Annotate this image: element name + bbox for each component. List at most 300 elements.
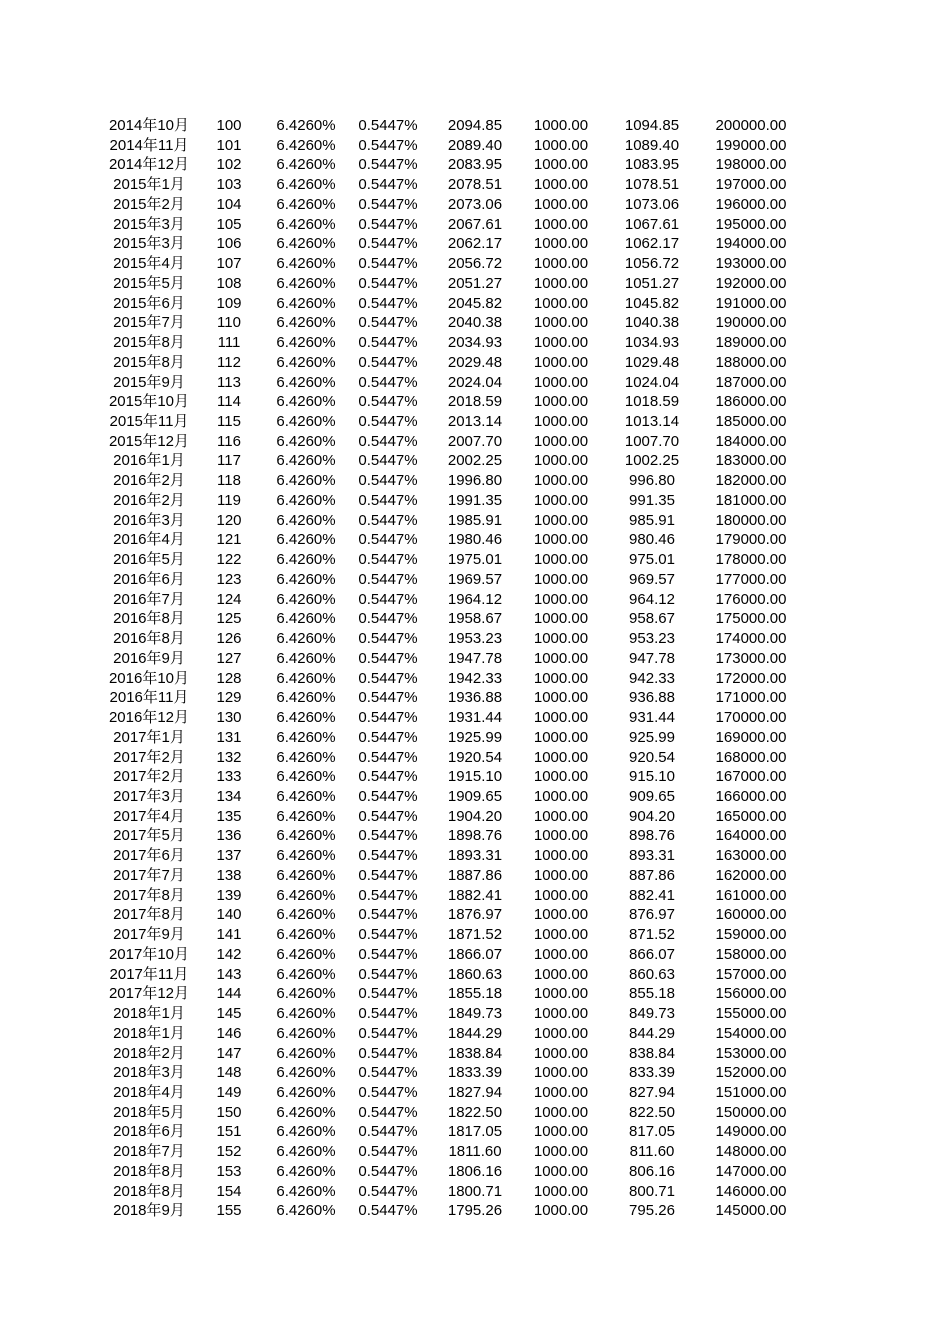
balance-cell: 158000.00 [715,945,787,963]
balance-cell: 173000.00 [715,649,787,667]
table-row [100,787,800,807]
period-cell: 116 [217,432,241,450]
table-row [100,136,800,156]
payment-cell: 1931.44 [447,709,503,727]
payment-cell: 1806.16 [447,1162,503,1180]
monthly-rate-cell: 0.5447% [358,314,418,332]
principal-cell: 1000.00 [533,215,589,233]
monthly-rate-cell: 0.5447% [358,255,418,273]
principal-cell: 1000.00 [533,274,589,292]
balance-cell: 180000.00 [715,511,787,529]
annual-rate-cell: 6.4260% [276,590,336,608]
principal-cell: 1000.00 [533,768,589,786]
table-row [100,313,800,333]
annual-rate-cell: 6.4260% [276,472,336,490]
monthly-rate-cell: 0.5447% [358,334,418,352]
interest-cell: 958.67 [629,610,675,628]
interest-cell: 975.01 [629,551,675,569]
balance-cell: 148000.00 [715,1143,787,1161]
balance-cell: 166000.00 [715,787,787,805]
balance-cell: 152000.00 [715,1064,787,1082]
interest-cell: 1073.06 [624,195,680,213]
monthly-rate-cell: 0.5447% [358,176,418,194]
balance-cell: 191000.00 [715,294,787,312]
balance-cell: 198000.00 [715,156,787,174]
interest-cell: 795.26 [629,1202,675,1220]
interest-cell: 920.54 [629,748,675,766]
principal-cell: 1000.00 [533,965,589,983]
period-cell: 152 [216,1143,242,1161]
period-cell: 146 [216,1024,242,1042]
payment-cell: 1953.23 [447,630,503,648]
month-cell: 2017年4月 [113,807,185,825]
balance-cell: 188000.00 [715,353,787,371]
monthly-rate-cell: 0.5447% [358,1202,418,1220]
annual-rate-cell: 6.4260% [276,432,336,450]
table-row [100,846,800,866]
annual-rate-cell: 6.4260% [276,551,336,569]
principal-cell: 1000.00 [533,353,589,371]
interest-cell: 985.91 [629,511,675,529]
monthly-rate-cell: 0.5447% [358,807,418,825]
month-cell: 2017年2月 [113,768,185,786]
monthly-rate-cell: 0.5447% [358,748,418,766]
annual-rate-cell: 6.4260% [276,511,336,529]
month-cell: 2015年3月 [113,235,185,253]
table-row [100,886,800,906]
payment-cell: 2078.51 [447,176,503,194]
month-cell: 2015年11月 [109,413,189,431]
period-cell: 110 [217,314,241,332]
period-cell: 130 [216,709,242,727]
month-cell: 2015年8月 [113,353,185,371]
period-cell: 127 [216,649,242,667]
month-cell: 2017年10月 [108,945,190,963]
interest-cell: 904.20 [629,807,675,825]
table-row [100,925,800,945]
interest-cell: 866.07 [629,945,675,963]
period-cell: 102 [216,156,242,174]
month-cell: 2016年11月 [109,689,189,707]
payment-cell: 1947.78 [447,649,503,667]
annual-rate-cell: 6.4260% [276,906,336,924]
period-cell: 101 [216,136,242,154]
payment-cell: 1844.29 [447,1024,503,1042]
balance-cell: 182000.00 [715,472,787,490]
interest-cell: 882.41 [629,886,675,904]
annual-rate-cell: 6.4260% [276,669,336,687]
table-row [100,1182,800,1202]
interest-cell: 980.46 [629,531,675,549]
payment-cell: 1996.80 [447,472,503,490]
payment-cell: 1860.63 [447,965,503,983]
annual-rate-cell: 6.4260% [276,452,336,470]
period-cell: 120 [216,511,242,529]
principal-cell: 1000.00 [533,452,589,470]
table-row [100,155,800,175]
period-cell: 115 [217,413,241,431]
monthly-rate-cell: 0.5447% [358,1162,418,1180]
interest-cell: 844.29 [629,1024,675,1042]
period-cell: 153 [216,1162,242,1180]
payment-cell: 1980.46 [447,531,503,549]
annual-rate-cell: 6.4260% [276,195,336,213]
principal-cell: 1000.00 [533,1044,589,1062]
table-row [100,767,800,787]
payment-cell: 1866.07 [447,945,503,963]
balance-cell: 186000.00 [715,393,787,411]
period-cell: 136 [216,827,242,845]
principal-cell: 1000.00 [533,1123,589,1141]
annual-rate-cell: 6.4260% [276,709,336,727]
interest-cell: 887.86 [629,866,675,884]
payment-cell: 2040.38 [447,314,503,332]
payment-cell: 1849.73 [447,1005,503,1023]
interest-cell: 849.73 [629,1005,675,1023]
payment-cell: 2013.14 [447,413,503,431]
month-cell: 2015年4月 [113,255,185,273]
balance-cell: 189000.00 [715,334,787,352]
monthly-rate-cell: 0.5447% [358,215,418,233]
principal-cell: 1000.00 [533,551,589,569]
annual-rate-cell: 6.4260% [276,630,336,648]
table-row [100,688,800,708]
period-cell: 139 [216,886,242,904]
period-cell: 117 [217,452,241,470]
annual-rate-cell: 6.4260% [276,570,336,588]
payment-cell: 1795.26 [447,1202,503,1220]
annual-rate-cell: 6.4260% [276,847,336,865]
annual-rate-cell: 6.4260% [276,255,336,273]
monthly-rate-cell: 0.5447% [358,491,418,509]
monthly-rate-cell: 0.5447% [358,709,418,727]
interest-cell: 1045.82 [624,294,680,312]
period-cell: 126 [216,630,242,648]
balance-cell: 153000.00 [715,1044,787,1062]
monthly-rate-cell: 0.5447% [358,768,418,786]
month-cell: 2018年3月 [113,1064,185,1082]
table-row [100,373,800,393]
principal-cell: 1000.00 [533,156,589,174]
month-cell: 2017年11月 [109,965,189,983]
monthly-rate-cell: 0.5447% [358,728,418,746]
table-row [100,530,800,550]
balance-cell: 196000.00 [715,195,787,213]
payment-cell: 2002.25 [447,452,503,470]
monthly-rate-cell: 0.5447% [358,472,418,490]
payment-cell: 1817.05 [447,1123,503,1141]
interest-cell: 1007.70 [624,432,680,450]
balance-cell: 176000.00 [715,590,787,608]
monthly-rate-cell: 0.5447% [358,1005,418,1023]
period-cell: 149 [216,1083,242,1101]
annual-rate-cell: 6.4260% [276,1182,336,1200]
table-row [100,590,800,610]
month-cell: 2016年8月 [113,630,185,648]
annual-rate-cell: 6.4260% [276,334,336,352]
table-row [100,1162,800,1182]
payment-cell: 1991.35 [447,491,503,509]
interest-cell: 827.94 [629,1083,675,1101]
period-cell: 150 [216,1103,242,1121]
period-cell: 132 [216,748,242,766]
interest-cell: 1024.04 [624,373,680,391]
payment-cell: 1855.18 [447,985,503,1003]
period-cell: 109 [216,294,242,312]
annual-rate-cell: 6.4260% [276,531,336,549]
month-cell: 2014年12月 [108,156,190,174]
table-row [100,728,800,748]
month-cell: 2016年9月 [113,649,185,667]
principal-cell: 1000.00 [533,373,589,391]
monthly-rate-cell: 0.5447% [358,551,418,569]
monthly-rate-cell: 0.5447% [358,787,418,805]
monthly-rate-cell: 0.5447% [358,1083,418,1101]
period-cell: 131 [216,728,242,746]
monthly-rate-cell: 0.5447% [358,156,418,174]
interest-cell: 833.39 [629,1064,675,1082]
period-cell: 129 [216,689,242,707]
principal-cell: 1000.00 [533,1083,589,1101]
interest-cell: 1067.61 [624,215,680,233]
annual-rate-cell: 6.4260% [276,886,336,904]
principal-cell: 1000.00 [533,610,589,628]
month-cell: 2017年3月 [113,787,185,805]
annual-rate-cell: 6.4260% [276,176,336,194]
annual-rate-cell: 6.4260% [276,610,336,628]
principal-cell: 1000.00 [533,1162,589,1180]
interest-cell: 893.31 [629,847,675,865]
payment-cell: 1882.41 [447,886,503,904]
table-row [100,234,800,254]
period-cell: 119 [217,491,241,509]
table-row [100,649,800,669]
table-row [100,254,800,274]
interest-cell: 936.88 [629,689,675,707]
month-cell: 2015年1月 [113,176,185,194]
interest-cell: 1018.59 [624,393,680,411]
principal-cell: 1000.00 [533,590,589,608]
period-cell: 151 [216,1123,242,1141]
balance-cell: 161000.00 [715,886,787,904]
month-cell: 2016年6月 [113,570,185,588]
principal-cell: 1000.00 [533,195,589,213]
annual-rate-cell: 6.4260% [276,768,336,786]
interest-cell: 811.60 [629,1143,675,1161]
month-cell: 2015年10月 [108,393,190,411]
monthly-rate-cell: 0.5447% [358,590,418,608]
payment-cell: 1811.60 [448,1143,502,1161]
principal-cell: 1000.00 [533,866,589,884]
monthly-rate-cell: 0.5447% [358,886,418,904]
principal-cell: 1000.00 [533,472,589,490]
monthly-rate-cell: 0.5447% [358,649,418,667]
principal-cell: 1000.00 [533,847,589,865]
interest-cell: 1083.95 [624,156,680,174]
monthly-rate-cell: 0.5447% [358,906,418,924]
principal-cell: 1000.00 [533,669,589,687]
month-cell: 2017年6月 [113,847,185,865]
month-cell: 2015年8月 [113,334,185,352]
monthly-rate-cell: 0.5447% [358,511,418,529]
payment-cell: 2018.59 [447,393,503,411]
period-cell: 155 [216,1202,242,1220]
month-cell: 2018年6月 [113,1123,185,1141]
balance-cell: 200000.00 [715,117,787,134]
principal-cell: 1000.00 [533,176,589,194]
interest-cell: 953.23 [629,630,675,648]
table-row [100,432,800,452]
interest-cell: 871.52 [629,926,675,944]
balance-cell: 164000.00 [715,827,787,845]
payment-cell: 1985.91 [447,511,503,529]
period-cell: 105 [216,215,242,233]
monthly-rate-cell: 0.5447% [358,945,418,963]
interest-cell: 942.33 [629,669,675,687]
interest-cell: 1034.93 [624,334,680,352]
balance-cell: 172000.00 [715,669,787,687]
table-row [100,1063,800,1083]
period-cell: 107 [216,255,242,273]
month-cell: 2017年7月 [113,866,185,884]
principal-cell: 1000.00 [533,432,589,450]
table-row [100,945,800,965]
balance-cell: 193000.00 [715,255,787,273]
interest-cell: 1013.14 [624,413,680,431]
annual-rate-cell: 6.4260% [276,117,336,134]
balance-cell: 155000.00 [715,1005,787,1023]
balance-cell: 149000.00 [715,1123,787,1141]
principal-cell: 1000.00 [533,314,589,332]
annual-rate-cell: 6.4260% [276,1005,336,1023]
annual-rate-cell: 6.4260% [276,1083,336,1101]
month-cell: 2018年9月 [113,1202,185,1220]
annual-rate-cell: 6.4260% [276,1103,336,1121]
principal-cell: 1000.00 [533,235,589,253]
table-row [100,412,800,432]
table-row [100,984,800,1004]
interest-cell: 1029.48 [624,353,680,371]
annual-rate-cell: 6.4260% [276,491,336,509]
table-row [100,333,800,353]
period-cell: 138 [216,866,242,884]
principal-cell: 1000.00 [533,570,589,588]
monthly-rate-cell: 0.5447% [358,452,418,470]
payment-cell: 1975.01 [447,551,503,569]
balance-cell: 147000.00 [715,1162,787,1180]
period-cell: 147 [216,1044,242,1062]
balance-cell: 181000.00 [715,491,787,509]
table-row [100,1142,800,1162]
month-cell: 2015年5月 [113,274,185,292]
annual-rate-cell: 6.4260% [276,1044,336,1062]
table-row [100,175,800,195]
annual-rate-cell: 6.4260% [276,787,336,805]
monthly-rate-cell: 0.5447% [358,294,418,312]
table-row [100,708,800,728]
annual-rate-cell: 6.4260% [276,945,336,963]
table-row [100,629,800,649]
payment-cell: 2007.70 [447,432,503,450]
balance-cell: 187000.00 [715,373,787,391]
payment-cell: 1915.10 [447,768,503,786]
monthly-rate-cell: 0.5447% [358,136,418,154]
balance-cell: 150000.00 [715,1103,787,1121]
month-cell: 2018年5月 [113,1103,185,1121]
table-row [100,471,800,491]
annual-rate-cell: 6.4260% [276,156,336,174]
payment-cell: 1969.57 [447,570,503,588]
payment-cell: 1827.94 [447,1083,503,1101]
month-cell: 2017年8月 [113,906,185,924]
payment-cell: 1964.12 [447,590,503,608]
monthly-rate-cell: 0.5447% [358,689,418,707]
balance-cell: 159000.00 [715,926,787,944]
monthly-rate-cell: 0.5447% [358,985,418,1003]
balance-cell: 156000.00 [715,985,787,1003]
balance-cell: 195000.00 [715,215,787,233]
period-cell: 121 [216,531,242,549]
interest-cell: 855.18 [629,985,675,1003]
interest-cell: 876.97 [629,906,675,924]
period-cell: 154 [216,1182,242,1200]
annual-rate-cell: 6.4260% [276,235,336,253]
period-cell: 143 [216,965,242,983]
month-cell: 2018年4月 [113,1083,185,1101]
monthly-rate-cell: 0.5447% [358,847,418,865]
interest-cell: 931.44 [629,709,675,727]
table-row [100,353,800,373]
principal-cell: 1000.00 [533,886,589,904]
monthly-rate-cell: 0.5447% [358,866,418,884]
table-row [100,1004,800,1024]
month-cell: 2017年12月 [108,985,190,1003]
annual-rate-cell: 6.4260% [276,294,336,312]
table-row [100,392,800,412]
principal-cell: 1000.00 [533,748,589,766]
table-row [100,826,800,846]
month-cell: 2014年11月 [109,136,189,154]
table-row [100,195,800,215]
principal-cell: 1000.00 [533,787,589,805]
period-cell: 124 [216,590,242,608]
balance-cell: 199000.00 [715,136,787,154]
balance-cell: 192000.00 [715,274,787,292]
monthly-rate-cell: 0.5447% [358,1123,418,1141]
table-row [100,215,800,235]
period-cell: 145 [216,1005,242,1023]
annual-rate-cell: 6.4260% [276,1024,336,1042]
interest-cell: 996.80 [629,472,675,490]
period-cell: 103 [216,176,242,194]
balance-cell: 175000.00 [715,610,787,628]
balance-cell: 170000.00 [715,709,787,727]
monthly-rate-cell: 0.5447% [358,353,418,371]
annual-rate-cell: 6.4260% [276,689,336,707]
monthly-rate-cell: 0.5447% [358,630,418,648]
principal-cell: 1000.00 [533,255,589,273]
monthly-rate-cell: 0.5447% [358,1182,418,1200]
payment-cell: 2056.72 [447,255,503,273]
principal-cell: 1000.00 [533,630,589,648]
period-cell: 108 [216,274,242,292]
monthly-rate-cell: 0.5447% [358,373,418,391]
month-cell: 2016年3月 [113,511,185,529]
balance-cell: 171000.00 [715,689,787,707]
monthly-rate-cell: 0.5447% [358,1064,418,1082]
principal-cell: 1000.00 [533,1103,589,1121]
month-cell: 2017年2月 [113,748,185,766]
